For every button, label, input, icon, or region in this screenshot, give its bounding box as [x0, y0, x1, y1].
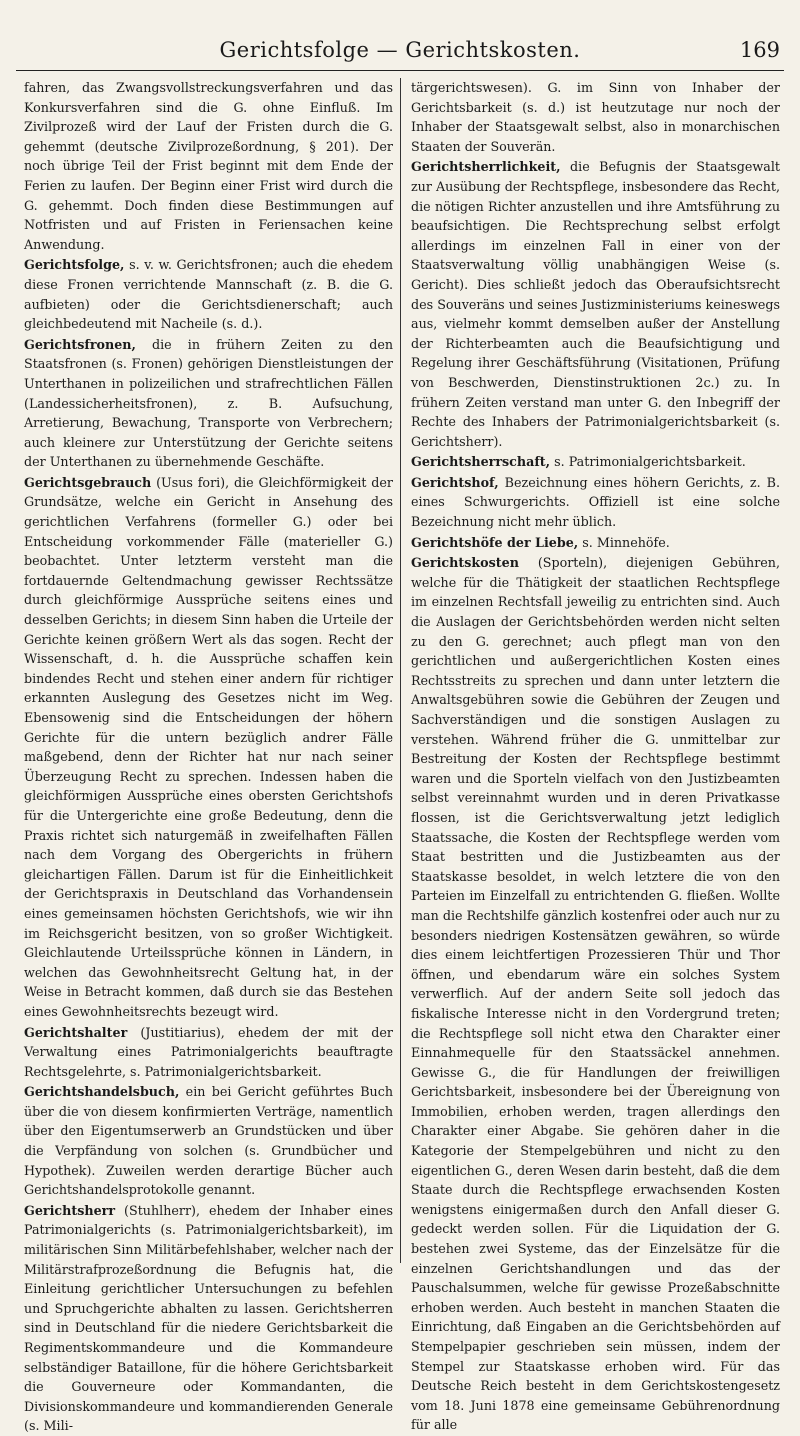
entry-term: Gerichtshalter — [24, 1024, 128, 1040]
column-divider — [400, 78, 401, 1263]
entry-term: Gerichtsfronen, — [24, 336, 136, 352]
entry-term: Gerichtsherrschaft, — [411, 454, 551, 470]
right-column — [411, 78, 780, 1435]
entry-text: (Usus fori), die Gleichförmigkeit der Grundsätze, welche ein Gericht in Ansehung des gerichtlichen Verfahrens (formeller G.) oder bei Entscheidung vorkommender Fälle (materieller G.) beobachtet. Unter letzterm versteht man die fortdauernde Geltendmachung gewisser Rechtssätze durch gleichförmige Aussprüche seitens eines und desselben Gerichts; in diesem Sinn haben die Urteile der Gerichte keinen größern Wert als das sogen. Recht der Wissenschaft, d. h. die Aussprüche schaffen kein bindendes Recht und stehen einer andern für richtiger erkannten Auslegung des Gesetzes nicht im Weg. Ebensowenig sind die Entscheidungen der höhern Gerichte für die untern bezüglich andrer Fälle maßgebend, denn der Richter hat nur nach seiner Überzeugung Recht zu sprechen. Indessen haben die gleichförmigen Aussprüche eines obersten Gerichtshofs für die Untergerichte eine große Bedeutung, denn die Praxis richtet sich naturgemäß in zweifelhaften Fällen nach dem Vorgang des Obergerichts in frühern gleichartigen Fällen. Darum ist für die Einheitlichkeit der Gerichtspraxis in Deutschland das Vorhandensein eines gemeinsamen höchsten Gerichtshofs, wie wir ihn im Reichsgericht besitzen, von so großer Wichtigkeit. Gleichlautende Urteilssprüche können in Ländern, in welchen das Gewohnheitsrecht Geltung hat, in der Weise in Betracht kommen, daß durch sie das Bestehen eines Gewohnheitsrechts bezeugt wird. — [24, 474, 393, 1019]
entry-paragraph — [24, 255, 393, 333]
entry-text: s. Minnehöfe. — [578, 534, 670, 550]
entry-term: Gerichtshöfe der Liebe, — [411, 534, 579, 550]
entry-text: fahren, das Zwangsvollstreckungsverfahren und das Konkursverfahren sind die G. ohne Einfluß. Im Zivilprozeß wird der Lauf der Fristen durch die G. gehemmt (deutsche Zivilprozeßordnung, § 201). Der noch übrige Teil der Frist beginnt mit dem Ende der Ferien zu laufen. Der Beginn einer Frist wird durch die G. gehemmt. Doch finden diese Bestimmungen auf Notfristen und auf Fristen in Feriensachen keine Anwendung. — [24, 80, 393, 252]
entry-text: die Befugnis der Staatsgewalt zur Ausübung der Rechtspflege, insbesondere das Recht, die nötigen Richter anzustellen und ihre Amtsführung zu beaufsichtigen. Die Rechtsprechung selbst erfolgt allerdings im einzelnen Fall in einer von der Staatsverwaltung völlig unabhängigen Weise (s. Gericht). Dies schließt jedoch das Oberaufsichtsrecht des Souveräns und seines Justizministeriums keineswegs aus, vielmehr kommt demselben außer der Anstellung der Richterbeamten auch die Beaufsichtigung und Regelung ihrer Geschäftsführung (Visitationen, Prüfung von Beschwerden, Dienstinstruktionen 2c.) zu. In frühern Zeiten verstand man unter G. den Inbegriff der Rechte des Inhabers der Patrimonialgerichtsbarkeit (s. Gerichtsherr). — [411, 159, 780, 449]
running-title: Gerichtsfolge — Gerichtskosten. — [219, 38, 581, 62]
entry-text: ein bei Gericht geführtes Buch über die von diesem konfirmierten Verträge, namentlich über den Eigentumserwerb an Grundstücken und über die Verpfändung von solchen (s. Grundbücher und Hypothek). Zuweilen werden derartige Bücher auch Gerichtshandelsprotokolle genannt. — [24, 1084, 393, 1198]
entry-paragraph — [24, 1201, 393, 1436]
entry-text: (Justitiarius), ehedem der mit der Verwaltung eines Patrimonialgerichts beauftragte Rechtsgelehrte, s. Patrimonialgerichtsbarkeit. — [24, 1024, 393, 1079]
entry-paragraph — [24, 473, 393, 1022]
entry-term: Gerichtsfolge, — [24, 257, 125, 273]
entry-text: s. v. w. Gerichtsfronen; auch die ehedem diese Fronen verrichtende Mannschaft (z. B. die G. aufbieten) oder die Gerichtsdienerschaft; auch gleichbedeutend mit Nacheile (s. d.). — [24, 257, 393, 332]
entry-paragraph — [24, 335, 393, 472]
entry-paragraph — [411, 452, 780, 472]
entry-paragraph — [24, 1023, 393, 1082]
entry-text: s. Patrimonialgerichtsbarkeit. — [550, 454, 746, 470]
entry-term: Gerichtsherrlichkeit, — [411, 159, 561, 175]
entry-paragraph — [411, 533, 780, 553]
page-header — [16, 36, 784, 71]
entry-paragraph — [411, 473, 780, 532]
entry-paragraph — [24, 78, 393, 254]
entry-text: Bezeichnung eines höhern Gerichts, z. B. eines Schwurgerichts. Offiziell ist eine solche Bezeichnung nicht mehr üblich. — [411, 474, 780, 530]
left-column — [24, 78, 393, 1436]
entry-text: (Sporteln), diejenigen Gebühren, welche für die Thätigkeit der staatlichen Rechtspflege im einzelnen Rechtsfall jeweilig zu entrichten sind. Auch die Auslagen der Gerichtsbehörden werden nicht selten zu den G. gerechnet; auch pflegt man von den gerichtlichen und außergerichtlichen Kosten eines Rechtsstreits zu sprechen und dann unter letztern die Anwaltsgebühren sowie die Gebühren der Zeugen und Sachverständigen und die sonstigen Auslagen zu verstehen. Während früher die G. unmittelbar zur Bestreitung der Kosten der Rechtspflege bestimmt waren und die Sporteln vielfach von den Justizbeamten selbst vereinnahmt wurden und in deren Privatkasse flossen, ist die Gerichtsverwaltung jetzt lediglich Staatssache, die Kosten der Rechtspflege werden vom Staat bestritten und die Justizbeamten aus der Staatskasse besoldet, in welch letztere die von den Parteien im Einzelfall zu entrichtenden G. fließen. Wollte man die Rechtshilfe gänzlich kostenfrei oder auch nur zu besonders niedrigen Kostensätzen gewähren, so würde dies einem leichtfertigen Prozessieren Thür und Thor öffnen, und ebendarum wäre ein solches System verwerflich. Auf der andern Seite soll jedoch das fiskalische Interesse nicht in den Vordergrund treten; die Rechtspflege soll nicht etwa den Charakter einer Einnahmequelle für den Staatssäckel annehmen. Gewisse G., die für Handlungen der freiwilligen Gerichtsbarkeit, insbesondere bei der Übereignung von Immobilien, erhoben werden, tragen allerdings den Charakter einer Abgabe. Sie gehören daher in die Kategorie der Stempelgebühren und nicht zu den eigentlichen G., deren Wesen darin besteht, daß die dem Staate durch die Rechtspflege erwachsenden Kosten wenigstens einigermaßen durch den Anfall dieser G. gedeckt werden sollen. Für die Liquidation der G. bestehen zwei Systeme, das der Einzelsätze für die einzelnen Gerichtshandlungen und das der Pauschalsummen, welche für gewisse Prozeßabschnitte erhoben werden. Auch besteht in manchen Staaten die Einrichtung, daß Eingaben an die Gerichtsbehörden auf Stempelpapier geschrieben sein müssen, indem der Stempel zur Staatskasse erhoben wird. Für das Deutsche Reich besteht in dem Gerichtskostengesetz vom 18. Juni 1878 eine gemeinsame Gebührenordnung für alle — [411, 555, 780, 1433]
entry-term: Gerichtsherr — [24, 1202, 116, 1218]
entry-term: Gerichtshof, — [411, 474, 499, 490]
entry-text: die in frühern Zeiten zu den Staatsfronen (s. Fronen) gehörigen Dienstleistungen der Unterthanen in polizeilichen und strafrechtlichen Fällen (Landessicherheitsfronen), z. B. Aufsuchung, Arretierung, Bewachung, Transporte von Verbrechern; auch kleinere zur Unterstützung der Gerichte seitens der Unterthanen zu übernehmende Geschäfte. — [24, 336, 393, 470]
entry-text: (Stuhlherr), ehedem der Inhaber eines Patrimonialgerichts (s. Patrimonialgerichtsbarkeit), im militärischen Sinn Militärbefehlshaber, welcher nach der Militärstrafprozeßordnung die Befugnis hat, die Einleitung gerichtlicher Untersuchungen zu befehlen und Spruchgerichte abhalten zu lassen. Gerichtsherren sind in Deutschland für die niedere Gerichtsbarkeit die Regimentskommandeure und die Kommandeure selbständiger Bataillone, für die höhere Gerichtsbarkeit die Gouverneure oder Kommandanten, die Divisionskommandeure und kommandierenden Generale (s. Mili- — [24, 1202, 393, 1434]
entry-paragraph — [411, 157, 780, 451]
entry-term: Gerichtskosten — [411, 555, 519, 571]
entry-paragraph — [411, 553, 780, 1435]
entry-text: tärgerichtswesen). G. im Sinn von Inhaber der Gerichtsbarkeit (s. d.) ist heutzutage nur noch der Inhaber der Staatsgewalt selbst, also in monarchischen Staaten der Souverän. — [411, 80, 780, 154]
entry-paragraph — [411, 78, 780, 156]
entry-paragraph — [24, 1082, 393, 1200]
entry-term: Gerichtsgebrauch — [24, 474, 152, 490]
page-number: 169 — [739, 38, 780, 62]
entry-term: Gerichtshandelsbuch, — [24, 1084, 180, 1100]
